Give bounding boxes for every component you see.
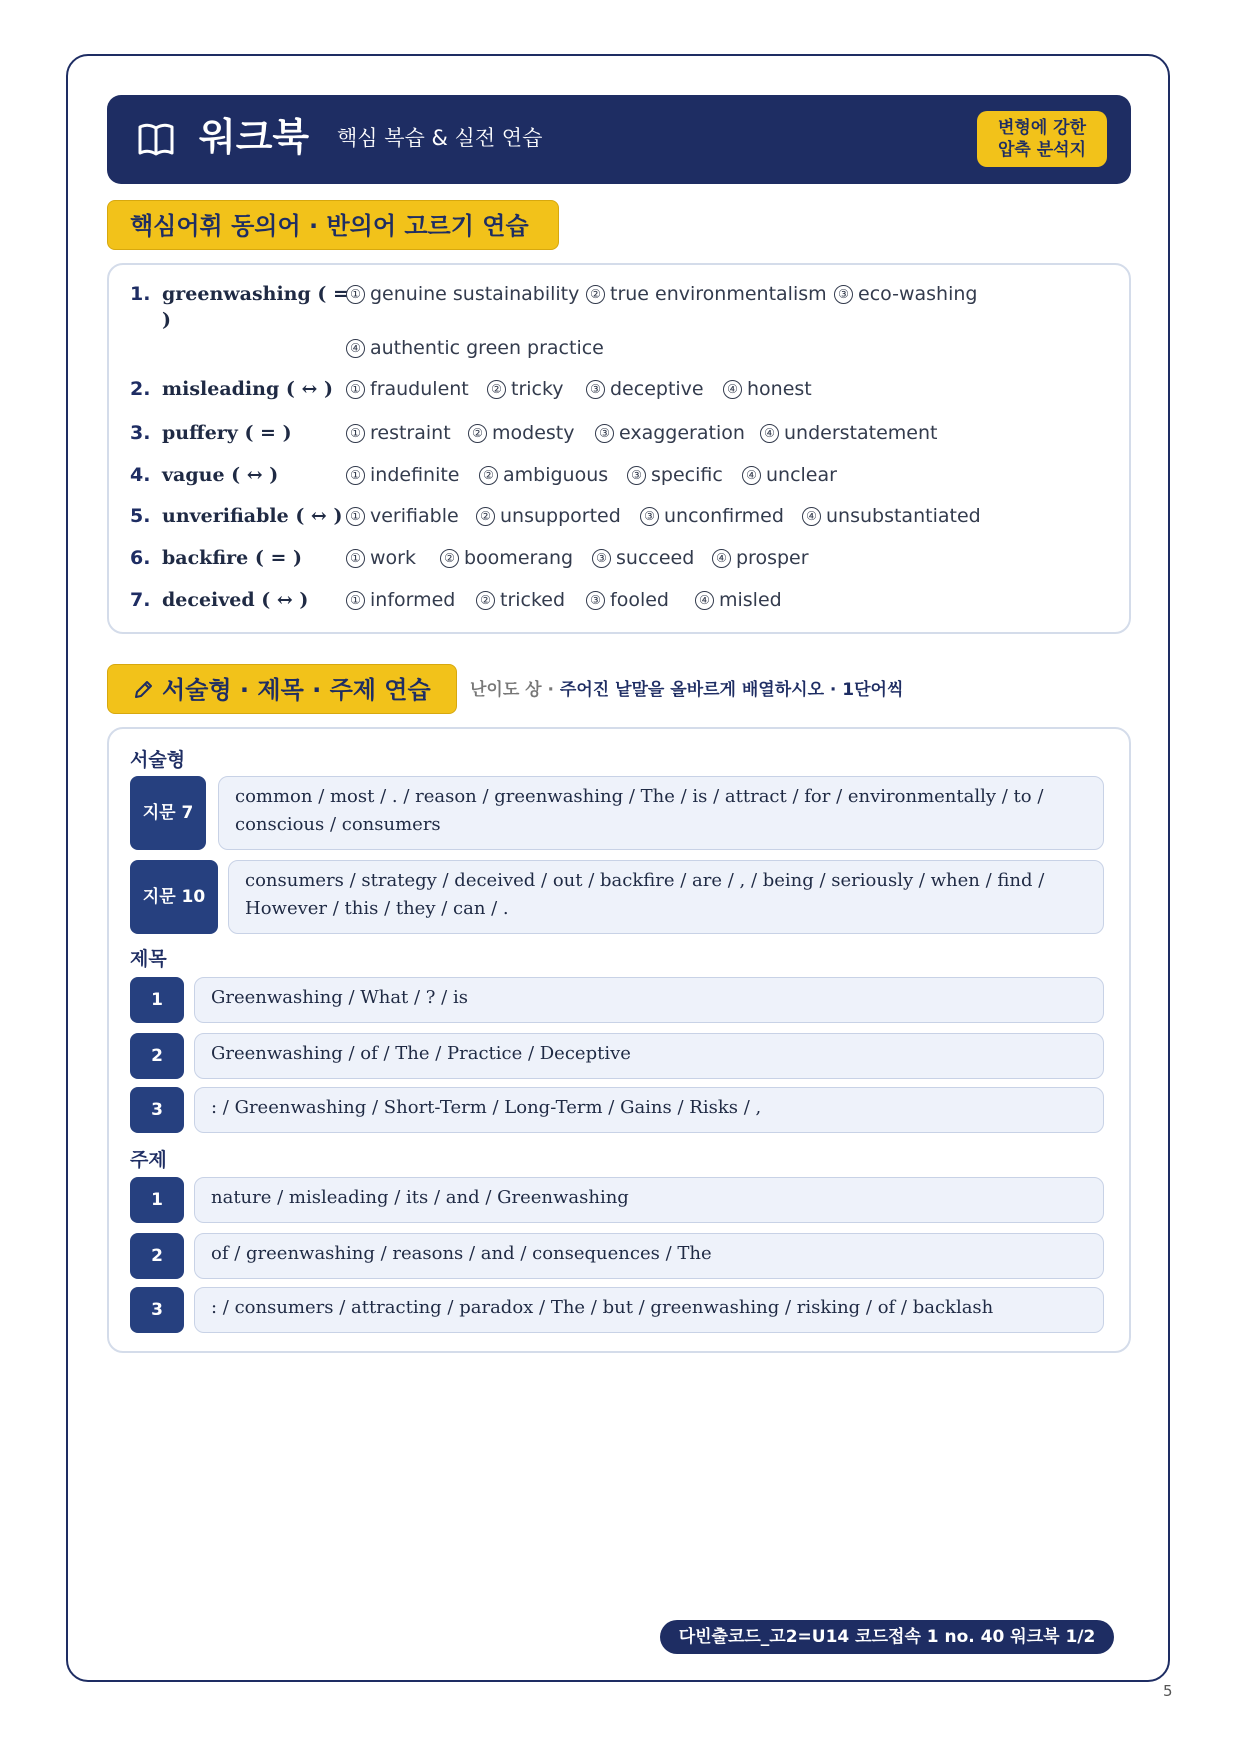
sentence-box: of / greenwashing / reasons / and / consequences / The <box>194 1233 1104 1279</box>
title-label: 제목 <box>130 948 167 970</box>
theme-label: 주제 <box>130 1149 167 1171</box>
option-2: ② true environmentalism <box>586 281 827 307</box>
vocab-row-1-line2 <box>130 335 1110 361</box>
option-2: ② tricky <box>487 376 564 402</box>
sentence-box: Greenwashing / What / ? / is <box>194 977 1104 1023</box>
vocab-word: puffery ( = ) <box>162 422 292 444</box>
option-2: ② unsupported <box>476 503 621 529</box>
option-2: ② modesty <box>468 420 574 446</box>
option-2: ② tricked <box>476 587 565 613</box>
option-4: ④ misled <box>695 587 782 613</box>
option-4: ④ unclear <box>742 462 837 488</box>
difficulty-label: 난이도 상 · <box>470 680 554 700</box>
sentence-box: common / most / . / reason / greenwashing / The / is / attract / for / environmentally / to / conscious / consumers <box>218 776 1104 850</box>
vocab-number: 5. <box>130 505 151 527</box>
option-1: ① fraudulent <box>346 376 469 402</box>
page-subtitle: 핵심 복습 & 실전 연습 <box>337 126 543 150</box>
vocab-word: unverifiable ( ↔ ) <box>162 505 343 527</box>
sentence-box: consumers / strategy / deceived / out / backfire / are / , / being / seriously / when / find / However / this / they / can / . <box>228 860 1104 934</box>
vocab-row-7 <box>130 587 1110 613</box>
number-tag: 1 <box>130 977 184 1023</box>
option-2: ② boomerang <box>440 545 573 571</box>
vocab-word-cont: ) <box>162 309 171 331</box>
vocab-row-1 <box>130 281 1110 307</box>
option-1: ① genuine sustainability <box>346 281 579 307</box>
essay-label: 서술형 <box>130 749 186 771</box>
vocab-number: 3. <box>130 422 151 444</box>
option-4: ④ prosper <box>712 545 809 571</box>
vocab-word: greenwashing ( = <box>162 283 349 305</box>
sentence-box: Greenwashing / of / The / Practice / Deceptive <box>194 1033 1104 1079</box>
vocab-row-4 <box>130 462 1110 488</box>
option-4: ④ unsubstantiated <box>802 503 981 529</box>
passage-tag: 지문 10 <box>130 860 218 934</box>
option-2: ② ambiguous <box>479 462 608 488</box>
option-1: ① work <box>346 545 416 571</box>
option-4: ④ understatement <box>760 420 937 446</box>
number-tag: 3 <box>130 1087 184 1133</box>
page-number: 5 <box>1163 1682 1173 1700</box>
number-tag: 3 <box>130 1287 184 1333</box>
option-1: ① informed <box>346 587 455 613</box>
vocab-row-3 <box>130 420 1110 446</box>
option-3: ③ specific <box>627 462 723 488</box>
vocab-word: misleading ( ↔ ) <box>162 378 333 400</box>
option-3: ③ exaggeration <box>595 420 745 446</box>
instruction-text: 주어진 낱말을 올바르게 배열하시오 · 1단어씩 <box>559 680 904 700</box>
passage-tag: 지문 7 <box>130 776 206 850</box>
option-1: ① restraint <box>346 420 451 446</box>
book-icon <box>137 121 175 157</box>
number-tag: 2 <box>130 1033 184 1079</box>
page-title: 워크북 <box>199 115 310 159</box>
vocab-row-6 <box>130 545 1110 571</box>
vocab-word: deceived ( ↔ ) <box>162 589 309 611</box>
number-tag: 1 <box>130 1177 184 1223</box>
vocab-row-1-cont <box>130 307 1110 333</box>
option-1: ① indefinite <box>346 462 460 488</box>
vocab-section-heading: 핵심어휘 동의어 · 반의어 고르기 연습 <box>107 200 559 250</box>
vocab-number: 1. <box>130 283 151 305</box>
option-4: ④ authentic green practice <box>346 335 604 361</box>
option-1: ① verifiable <box>346 503 459 529</box>
vocab-row-2 <box>130 376 1110 402</box>
sentence-box: : / consumers / attracting / paradox / The / but / greenwashing / risking / of / backlash <box>194 1287 1104 1333</box>
practice-instruction-line <box>470 678 903 702</box>
footer-code-pill: 다빈출코드_고2=U14 코드접속 1 no. 40 워크북 1/2 <box>660 1620 1114 1654</box>
number-tag: 2 <box>130 1233 184 1279</box>
option-3: ③ unconfirmed <box>640 503 784 529</box>
option-3: ③ deceptive <box>586 376 704 402</box>
practice-heading-text: 서술형 · 제목 · 주제 연습 <box>162 676 431 704</box>
badge-line-1: 변형에 강한 <box>997 118 1087 138</box>
header-badge <box>977 111 1107 167</box>
option-4: ④ honest <box>723 376 812 402</box>
vocab-word: vague ( ↔ ) <box>162 464 279 486</box>
pencil-icon <box>132 679 154 701</box>
option-3: ③ fooled <box>586 587 669 613</box>
sentence-box: : / Greenwashing / Short-Term / Long-Term / Gains / Risks / , <box>194 1087 1104 1133</box>
vocab-number: 2. <box>130 378 151 400</box>
badge-line-2: 압축 분석지 <box>997 140 1087 160</box>
option-3: ③ succeed <box>592 545 694 571</box>
sentence-box: nature / misleading / its / and / Greenwashing <box>194 1177 1104 1223</box>
vocab-number: 4. <box>130 464 151 486</box>
vocab-word: backfire ( = ) <box>162 547 302 569</box>
vocab-number: 6. <box>130 547 151 569</box>
option-3: ③ eco-washing <box>834 281 977 307</box>
vocab-number: 7. <box>130 589 151 611</box>
vocab-row-5 <box>130 503 1110 529</box>
header-banner <box>107 95 1131 184</box>
practice-section-heading <box>107 664 457 714</box>
